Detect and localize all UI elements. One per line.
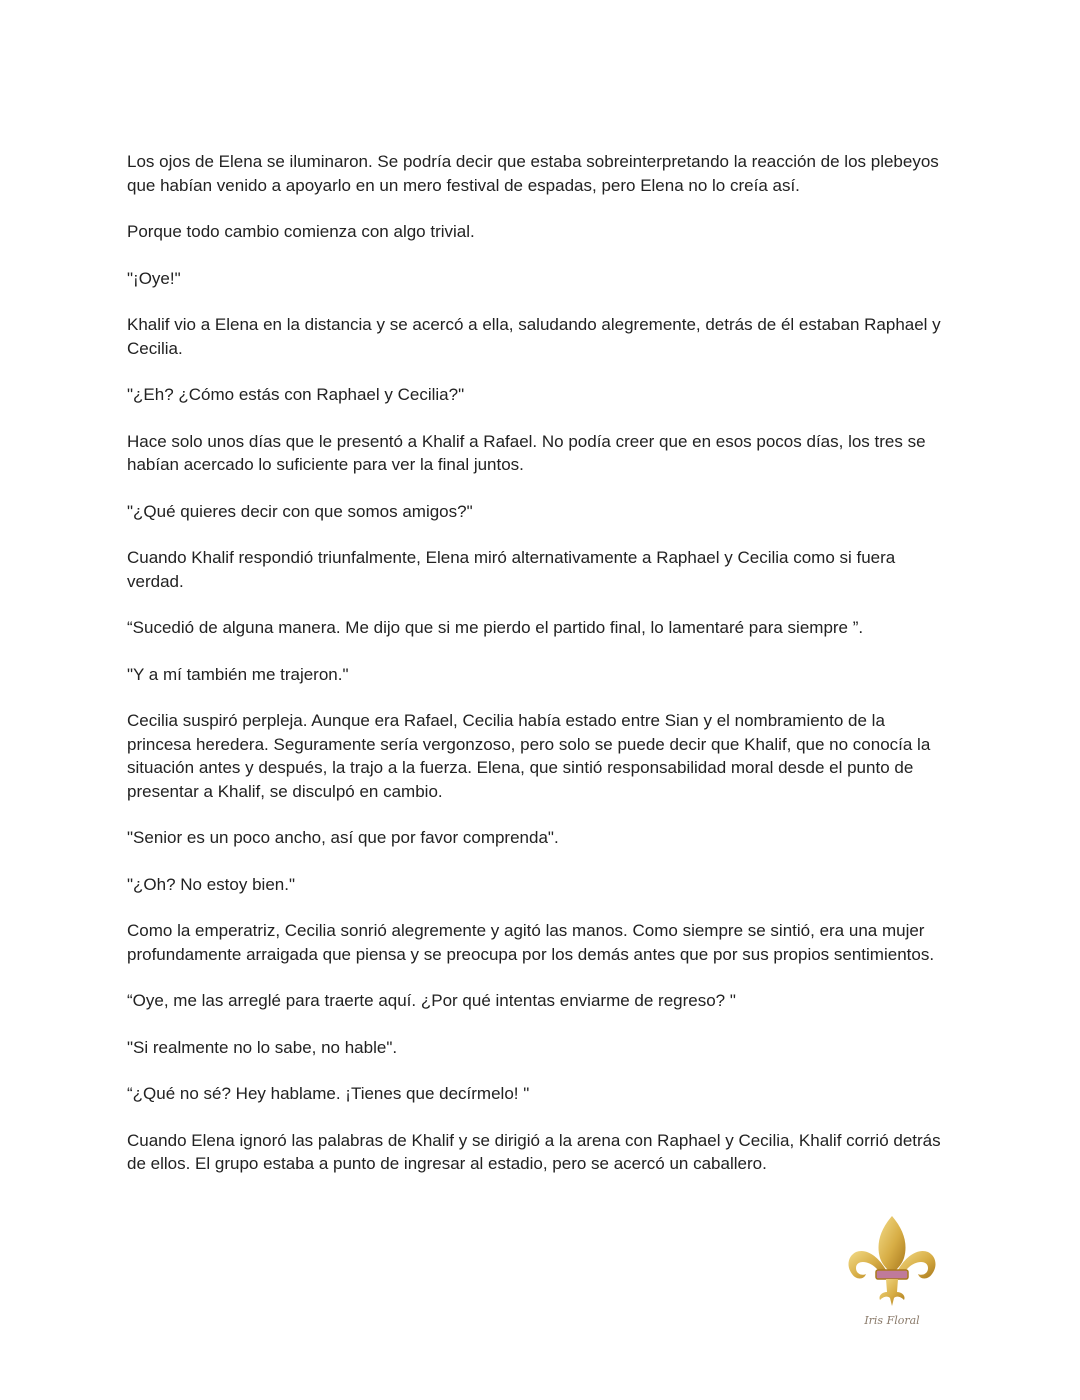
paragraph-10: "Y a mí también me trajeron." <box>127 664 349 684</box>
paragraph-1: Los ojos de Elena se iluminaron. Se podría decir que estaba sobreinterpretando la reacción de los plebeyos que habían venido a apoyarlo en un mero festival de espadas, pero Elena no lo creía así. <box>127 152 939 195</box>
paragraph-18: Cuando Elena ignoró las palabras de Khalif y se dirigió a la arena con Raphael y Cecilia, Khalif corrió detrás de ellos. El grupo estaba a punto de ingresar al estadio, pero se acercó un caballero. <box>127 1130 941 1173</box>
paragraph-3: "¡Oye!" <box>127 268 181 288</box>
paragraph-2: Porque todo cambio comienza con algo trivial. <box>127 222 475 241</box>
paragraph-16: "Si realmente no lo sabe, no hable". <box>127 1037 398 1057</box>
paragraph-9: “Sucedió de alguna manera. Me dijo que si me pierdo el partido final, lo lamentaré para siempre ”. <box>127 618 864 637</box>
fleur-de-lis-logo <box>842 1212 942 1332</box>
paragraph-5: "¿Eh? ¿Cómo estás con Raphael y Cecilia?" <box>127 385 465 404</box>
paragraph-7: "¿Qué quieres decir con que somos amigos?" <box>127 501 473 521</box>
paragraph-13: "¿Oh? No estoy bien." <box>127 874 295 894</box>
signature-text: Iris Floral <box>864 1314 920 1327</box>
fleur-de-lis-icon <box>842 1212 942 1332</box>
paragraph-4: Khalif vio a Elena en la distancia y se acercó a ella, saludando alegremente, detrás de él estaban Raphael y Cecilia. <box>127 315 941 358</box>
paragraph-11: Cecilia suspiró perpleja. Aunque era Rafael, Cecilia había estado entre Sian y el nombramiento de la princesa heredera. Seguramente sería vergonzoso, pero solo se puede decir que Khalif, que no conocía la situación antes y después, la trajo a la fuerza. Elena, que sintió responsabilidad moral desde el punto de presentar a Khalif, se disculpó en cambio. <box>127 711 931 801</box>
paragraph-8: Cuando Khalif respondió triunfalmente, Elena miró alternativamente a Raphael y Cecilia como si fuera verdad. <box>127 548 896 591</box>
document-body <box>127 150 953 1199</box>
paragraph-15: “Oye, me las arreglé para traerte aquí. ¿Por qué intentas enviarme de regreso? " <box>127 991 736 1010</box>
paragraph-17: “¿Qué no sé? Hey hablame. ¡Tienes que decírmelo! " <box>127 1084 530 1103</box>
paragraph-14: Como la emperatriz, Cecilia sonrió alegremente y agitó las manos. Como siempre se sintió, era una mujer profundamente arraigada que piensa y se preocupa por los demás antes que por sus propios sentimientos. <box>127 921 935 964</box>
paragraph-12: "Senior es un poco ancho, así que por favor comprenda". <box>127 828 559 847</box>
paragraph-6: Hace solo unos días que le presentó a Khalif a Rafael. No podía creer que en esos pocos días, los tres se habían acercado lo suficiente para ver la final juntos. <box>127 431 926 474</box>
